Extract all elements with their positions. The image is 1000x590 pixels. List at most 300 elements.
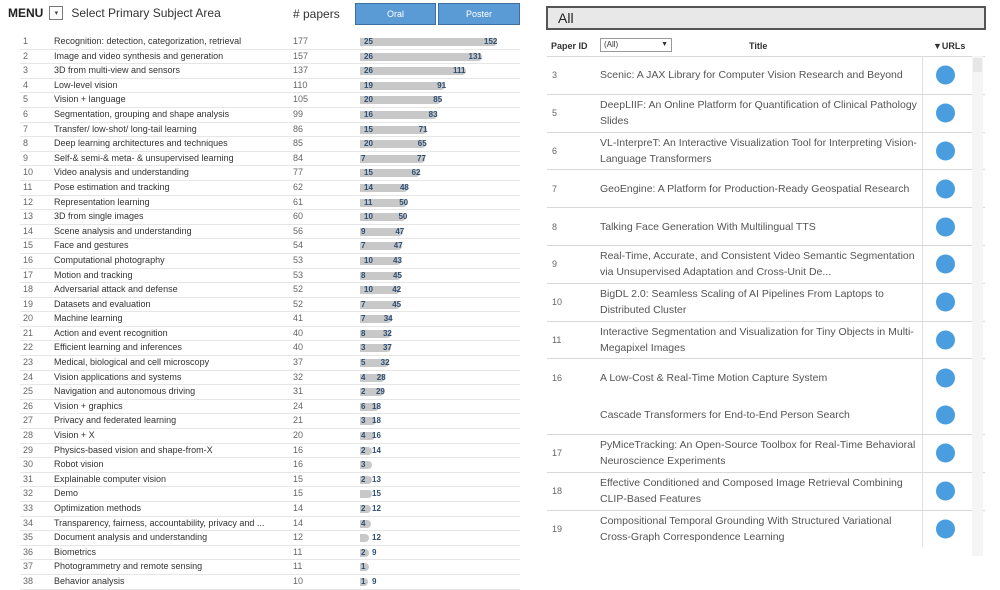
paper-count: 86 [293,123,304,134]
paper-row[interactable] [547,321,985,359]
row-number: 5 [23,94,29,105]
poster-count-label: 34 [383,314,393,324]
table-row[interactable] [20,196,520,211]
paper-title: BigDL 2.0: Seamless Scaling of AI Pipelines From Laptops to Distributed Cluster [600,288,884,317]
bar-cell [360,489,520,499]
subject-name: Efficient learning and inferences [54,342,182,353]
subject-name: 3D from single images [54,211,144,222]
paper-row[interactable] [547,358,985,396]
paper-id: 19 [552,523,563,534]
paper-count: 105 [293,94,309,105]
paper-id: 5 [552,108,558,119]
poster-count-label: 32 [382,328,392,338]
paper-title: PyMiceTracking: An Open-Source Toolbox for Real-Time Behavioral Neuroscience Experiments [600,439,916,468]
table-row[interactable] [20,181,520,196]
row-number: 24 [23,371,34,382]
row-number: 36 [23,546,34,557]
oral-count-label: 2 [361,445,366,455]
paper-count: 16 [293,459,304,470]
table-row[interactable] [20,517,520,532]
oral-count-label: 16 [364,109,373,119]
paper-count: 14 [293,503,304,513]
bar-cell [360,460,520,470]
paper-panel [545,0,1000,560]
paper-count: 85 [293,138,304,149]
subject-name: Robot vision [54,459,104,470]
paper-count: 177 [293,36,309,46]
paper-count: 54 [293,240,304,251]
subject-name: Privacy and federated learning [54,415,177,426]
table-row[interactable] [20,414,520,429]
poster-count-label: 47 [393,241,403,251]
subject-name: Demo [54,488,79,499]
table-row[interactable] [20,254,520,269]
subject-table [20,35,520,590]
bar-cell [360,387,520,397]
paper-count: 84 [293,152,304,163]
table-row[interactable] [20,123,520,138]
bar-cell [360,154,520,164]
bar-cell [360,95,520,105]
subject-name: Representation learning [54,196,150,207]
oral-count-label: 8 [361,270,366,280]
chevron-down-icon: ▼ [661,41,668,48]
poster-count-label: 29 [375,387,385,397]
poster-count-label: 50 [399,197,409,207]
paper-id-select[interactable] [600,38,672,52]
poster-count-label: 28 [376,372,386,382]
poster-count-label: 65 [417,139,427,149]
paper-count: 10 [293,575,304,586]
subject-name: Deep learning architectures and techniques [54,138,228,149]
table-row[interactable] [20,473,520,488]
paper-count: 61 [293,196,304,207]
poster-count-label: 47 [395,226,405,236]
subject-name: Pose estimation and tracking [54,181,170,192]
poster-count-label: 9 [372,576,377,586]
oral-count-label: 11 [364,197,373,207]
table-row[interactable] [20,79,520,94]
paper-title: Real-Time, Accurate, and Consistent Video Semantic Segmentation via Unsupervised Adaptation and Cross-Unit De... [600,250,915,279]
paper-row[interactable] [547,207,985,245]
bar-cell [360,431,520,441]
paper-count: 16 [293,444,304,455]
table-row[interactable] [20,312,520,327]
paper-count: 11 [293,561,303,572]
poster-count-label: 12 [372,533,381,543]
bar-cell [360,183,520,193]
subject-name: Transparency, fairness, accountability, privacy and ... [54,517,265,528]
poster-count-label: 85 [433,95,443,105]
row-number: 15 [23,240,34,251]
table-row[interactable] [20,283,520,298]
paper-count: 52 [293,284,304,295]
bar-cell [360,271,520,281]
oral-count-label: 6 [361,401,366,411]
bar-cell [360,562,520,572]
row-number: 13 [23,211,34,222]
url-link-icon[interactable] [936,519,955,538]
paper-count: 14 [293,517,304,528]
menu-label: MENU [8,6,44,20]
paper-count: 40 [293,342,304,353]
paper-id: 8 [552,221,558,232]
paper-title: GeoEngine: A Platform for Production-Ready Geospatial Research [600,182,910,195]
subject-name: Image and video synthesis and generation [54,50,224,61]
oral-count-label: 5 [361,358,366,368]
oral-count-label: 1 [361,576,366,586]
table-row[interactable] [20,458,520,473]
url-link-icon[interactable] [936,179,955,198]
paper-title: A Low-Cost & Real-Time Motion Capture System [600,371,828,384]
paper-title: VL-InterpreT: An Interactive Visualization Tool for Interpreting Vision-Language Transformers [600,136,917,165]
paper-id: 7 [552,183,558,194]
bar-cell [360,81,520,91]
oral-count-label: 19 [364,80,373,90]
table-row[interactable] [20,560,520,575]
url-link-icon[interactable] [936,255,955,274]
oral-count-label: 2 [361,474,366,484]
paper-id: 16 [552,372,563,383]
paper-id: 11 [552,334,562,345]
table-row[interactable] [20,400,520,415]
oral-count-label: 3 [361,416,366,426]
poster-count-label: 62 [411,168,421,178]
table-row[interactable] [20,239,520,254]
paper-row[interactable] [547,434,985,472]
paper-count: 99 [293,108,304,119]
subject-name: Segmentation, grouping and shape analysis [54,108,230,119]
column-divider [922,170,923,207]
oral-count-label: 20 [364,95,373,105]
bar-cell [360,125,520,135]
subject-name: Recognition: detection, categorization, retrieval [54,36,242,46]
column-divider [922,57,923,94]
poster-count-label: 83 [428,109,438,119]
oral-count-label: 3 [361,343,366,353]
paper-row[interactable] [547,56,985,94]
oral-count-label: 3 [361,460,366,470]
bar-cell [360,475,520,485]
table-row[interactable] [20,502,520,517]
row-number: 18 [23,284,34,295]
row-number: 34 [23,517,34,528]
table-row[interactable] [20,371,520,386]
subject-name: Action and event recognition [54,327,168,338]
paper-count: 37 [293,357,304,368]
paper-count: 60 [293,211,304,222]
row-number: 31 [23,473,34,484]
column-divider [922,246,923,283]
subject-name: Explainable computer vision [54,473,167,484]
row-number: 12 [23,196,34,207]
column-divider [922,396,923,434]
table-row[interactable] [20,210,520,225]
menu-dropdown-icon[interactable]: ▾ [49,6,63,20]
oral-count-label: 7 [361,241,366,251]
poster-count-label: 13 [372,474,381,484]
paper-count: 62 [293,181,304,192]
oral-count-label: 4 [361,372,366,382]
oral-count-label: 15 [364,124,373,134]
paper-count: 56 [293,225,304,236]
subject-name: Computational photography [54,254,165,265]
url-link-icon[interactable] [936,217,955,236]
row-number: 33 [23,503,34,513]
subject-area-label: Select Primary Subject Area [71,6,221,20]
table-row[interactable] [20,93,520,108]
table-row[interactable] [20,341,520,356]
row-number: 7 [23,123,29,134]
scrollbar-thumb[interactable] [973,58,982,72]
paper-id-select-value: (All) [604,40,619,49]
oral-count-label: 2 [361,504,366,513]
bar-cell [360,241,520,251]
bar-cell [360,533,520,543]
oral-count-label: 10 [364,212,373,222]
row-number: 35 [23,532,34,543]
count-bar [360,490,372,498]
table-row[interactable] [20,152,520,167]
paper-title: Cascade Transformers for End-to-End Person Search [600,409,850,422]
bar-cell [360,314,520,324]
count-bar [360,534,369,542]
paper-row[interactable] [547,283,985,321]
oral-count-label: 2 [361,387,366,397]
subject-name: Face and gestures [54,240,129,251]
filter-box[interactable] [546,6,986,30]
paper-list-scrollbar[interactable] [972,56,983,556]
paper-row[interactable] [547,169,985,207]
oral-count-label: 1 [361,562,366,572]
row-number: 27 [23,415,34,426]
paper-title: Compositional Temporal Grounding With Structured Variational Cross-Graph Correspondence Learning [600,514,892,543]
poster-count-label: 42 [392,285,402,295]
poster-count-label: 15 [372,489,381,499]
poster-count-label: 77 [417,153,426,163]
bar-cell [360,577,520,587]
row-number: 23 [23,357,34,368]
row-number: 29 [23,444,34,455]
paper-title: Interactive Segmentation and Visualization for Tiny Objects in Multi-Megapixel Images [600,325,914,354]
bar-cell [360,52,520,62]
row-number: 32 [23,488,34,499]
bar-cell [360,66,520,76]
poster-count-label: 12 [372,504,381,513]
oral-count-label: 10 [364,285,373,295]
url-link-icon[interactable] [936,368,955,387]
poster-count-label: 37 [382,343,392,353]
table-row[interactable] [20,166,520,181]
paper-title: Talking Face Generation With Multilingual TTS [600,220,816,233]
subject-name: Vision + language [54,94,126,105]
url-link-icon[interactable] [936,482,955,501]
count-bar [360,67,466,75]
poster-count-label: 45 [392,299,402,309]
bar-cell [360,504,520,514]
table-row[interactable] [20,137,520,152]
row-number: 20 [23,313,34,324]
subject-name: Adversarial attack and defense [54,284,178,295]
url-link-icon[interactable] [936,293,955,312]
oral-button[interactable]: Oral [355,3,436,25]
paper-id: 18 [552,486,563,497]
paper-id: 3 [552,70,558,81]
table-row[interactable] [20,546,520,561]
oral-count-label: 15 [364,168,373,178]
row-number: 26 [23,400,34,411]
paper-row[interactable] [547,245,985,283]
table-row[interactable] [20,64,520,79]
poster-count-label: 50 [398,212,408,222]
paper-row[interactable] [547,510,985,548]
url-link-icon[interactable] [936,330,955,349]
paper-count: 40 [293,327,304,338]
paper-count: 53 [293,254,304,265]
urls-header[interactable]: ▼URLs [933,41,966,51]
bar-cell [360,548,520,558]
column-divider [922,435,923,472]
subject-name: Datasets and evaluation [54,298,151,309]
paper-row[interactable] [547,132,985,170]
bar-cell [360,416,520,426]
poster-button[interactable]: Poster [438,3,520,25]
papers-count-header: # papers [293,7,340,21]
subject-name: Vision + X [54,430,95,441]
bar-cell [360,446,520,456]
paper-id-header: Paper ID [551,41,588,51]
column-divider [922,95,923,132]
paper-count: 15 [293,488,304,499]
paper-count: 11 [293,546,303,557]
bar-cell [360,198,520,208]
table-row[interactable] [20,385,520,400]
bar-cell [360,300,520,310]
bar-cell [360,227,520,237]
paper-count: 31 [293,386,304,397]
table-row[interactable] [20,356,520,371]
table-row[interactable] [20,50,520,65]
bar-cell [360,343,520,353]
table-row[interactable] [20,487,520,502]
table-row[interactable] [20,327,520,342]
row-number: 9 [23,152,29,163]
column-divider [922,511,923,548]
bar-cell [360,329,520,339]
poster-count-label: 152 [484,37,498,46]
subject-name: Machine learning [54,313,123,324]
bar-cell [360,212,520,222]
subject-name: Optimization methods [54,503,142,513]
row-number: 4 [23,79,29,90]
row-number: 11 [23,181,33,192]
poster-count-label: 18 [372,416,381,426]
paper-count: 110 [293,79,308,90]
url-link-icon[interactable] [936,66,955,85]
bar-cell [360,373,520,383]
column-divider [922,322,923,359]
url-link-icon[interactable] [936,104,955,123]
paper-row[interactable] [547,472,985,510]
oral-count-label: 26 [364,66,373,76]
paper-id: 9 [552,259,558,270]
paper-row[interactable] [547,94,985,132]
table-row[interactable] [20,298,520,313]
paper-row[interactable] [547,396,985,434]
column-divider [922,473,923,510]
count-bar [360,38,497,46]
table-row[interactable] [20,108,520,123]
table-row[interactable] [20,225,520,240]
bar-cell [360,358,520,368]
oral-count-label: 7 [361,314,366,324]
row-number: 30 [23,459,34,470]
menu-header [8,4,221,22]
subject-name: 3D from multi-view and sensors [54,65,181,76]
bar-cell [360,402,520,412]
table-row[interactable] [20,269,520,284]
paper-count: 20 [293,430,304,441]
paper-title: Effective Conditioned and Composed Image Retrieval Combining CLIP-Based Features [600,477,903,506]
paper-list [547,56,985,547]
row-number: 3 [23,65,29,76]
paper-title: DeepLIIF: An Online Platform for Quantification of Clinical Pathology Slides [600,99,917,128]
row-number: 1 [23,36,29,46]
bar-cell [360,139,520,149]
subject-name: Medical, biological and cell microscopy [54,357,210,368]
url-link-icon[interactable] [936,141,955,160]
poster-count-label: 71 [418,124,428,134]
subject-name: Scene analysis and understanding [54,225,192,236]
row-number: 10 [23,167,34,178]
row-number: 19 [23,298,34,309]
row-number: 6 [23,108,29,119]
url-link-icon[interactable] [936,444,955,463]
column-divider [922,284,923,321]
oral-count-label: 9 [361,226,366,236]
bar-cell [360,37,520,47]
count-bar [360,155,425,163]
column-divider [922,359,923,396]
row-number: 28 [23,430,34,441]
oral-count-label: 2 [361,547,366,557]
paper-count: 24 [293,400,304,411]
poster-count-label: 131 [468,51,482,61]
oral-count-label: 26 [364,51,373,61]
paper-id: 10 [552,297,563,308]
table-row[interactable] [20,444,520,459]
row-number: 21 [23,327,34,338]
poster-count-label: 91 [437,80,447,90]
bar-cell [360,285,520,295]
poster-count-label: 14 [372,445,381,455]
table-row[interactable] [20,575,520,590]
poster-count-label: 9 [372,547,377,557]
paper-count: 137 [293,65,309,76]
table-row[interactable] [20,429,520,444]
poster-count-label: 18 [372,401,381,411]
table-row[interactable] [20,35,520,50]
row-number: 14 [23,225,34,236]
url-link-icon[interactable] [936,406,955,425]
subject-name: Physics-based vision and shape-from-X [54,444,213,455]
subject-name: Vision applications and systems [54,371,182,382]
paper-id: 17 [552,448,563,459]
oral-count-label: 4 [361,518,366,528]
count-bar [360,53,482,61]
table-row[interactable] [20,531,520,546]
row-number: 22 [23,342,34,353]
